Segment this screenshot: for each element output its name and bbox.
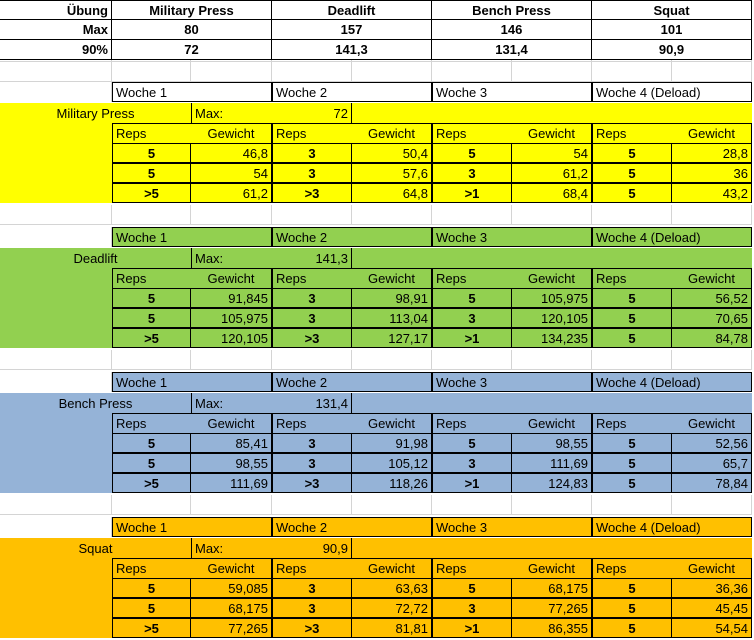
reps-header[interactable]: Reps — [592, 123, 672, 143]
weight-header[interactable]: Gewicht — [512, 413, 592, 433]
weight-cell[interactable]: 45,45 — [672, 598, 752, 618]
weight-header[interactable]: Gewicht — [191, 268, 272, 288]
reps-header[interactable]: Reps — [592, 413, 672, 433]
block-left-fill — [0, 268, 112, 348]
header-max-1[interactable]: 157 — [272, 20, 432, 40]
empty-cell — [432, 350, 512, 370]
empty-cell — [512, 350, 592, 370]
week-header-4[interactable]: Woche 4 (Deload) — [592, 517, 752, 537]
reps-cell[interactable]: >3 — [272, 618, 352, 638]
reps-cell[interactable]: >1 — [432, 473, 512, 493]
reps-cell[interactable]: 5 — [112, 143, 191, 163]
max-value[interactable]: 90,9 — [272, 538, 352, 558]
empty-cell — [191, 350, 272, 370]
week-header-3[interactable]: Woche 3 — [432, 82, 592, 102]
empty-cell — [432, 205, 512, 225]
weight-cell[interactable]: 46,8 — [191, 143, 272, 163]
reps-header[interactable]: Reps — [272, 123, 352, 143]
week-header-4[interactable]: Woche 4 (Deload) — [592, 227, 752, 247]
reps-header[interactable]: Reps — [432, 413, 512, 433]
reps-cell[interactable]: >3 — [272, 328, 352, 348]
header-label-1[interactable]: Max — [0, 20, 112, 40]
weight-cell[interactable]: 105,975 — [191, 308, 272, 328]
empty-cell — [592, 62, 672, 82]
weight-cell[interactable]: 111,69 — [191, 473, 272, 493]
weight-cell[interactable]: 127,17 — [352, 328, 432, 348]
reps-cell[interactable]: 5 — [592, 453, 672, 473]
reps-cell[interactable]: >5 — [112, 328, 191, 348]
reps-cell[interactable]: 5 — [592, 308, 672, 328]
empty-cell — [0, 372, 112, 392]
weight-cell[interactable]: 57,6 — [352, 163, 432, 183]
reps-cell[interactable]: 5 — [432, 288, 512, 308]
reps-cell[interactable]: 3 — [272, 433, 352, 453]
reps-cell[interactable]: 3 — [272, 288, 352, 308]
weight-cell[interactable]: 64,8 — [352, 183, 432, 203]
reps-cell[interactable]: 3 — [432, 453, 512, 473]
reps-cell[interactable]: 3 — [272, 143, 352, 163]
reps-cell[interactable]: 5 — [592, 578, 672, 598]
max-label[interactable]: Max: — [191, 103, 272, 123]
week-header-2[interactable]: Woche 2 — [272, 227, 432, 247]
header-pct90-0[interactable]: 72 — [112, 40, 272, 60]
reps-cell[interactable]: 3 — [272, 453, 352, 473]
weight-cell[interactable]: 86,355 — [512, 618, 592, 638]
weight-header[interactable]: Gewicht — [672, 123, 752, 143]
empty-cell — [0, 62, 112, 82]
weight-cell[interactable]: 50,4 — [352, 143, 432, 163]
weight-cell[interactable]: 68,175 — [512, 578, 592, 598]
empty-cell — [512, 205, 592, 225]
week-header-1[interactable]: Woche 1 — [112, 82, 272, 102]
week-header-1[interactable]: Woche 1 — [112, 372, 272, 392]
reps-cell[interactable]: 5 — [112, 598, 191, 618]
weight-cell[interactable]: 43,2 — [672, 183, 752, 203]
weight-cell[interactable]: 61,2 — [191, 183, 272, 203]
header-exercises-0[interactable]: Military Press — [112, 0, 272, 20]
weight-cell[interactable]: 91,98 — [352, 433, 432, 453]
header-max-0[interactable]: 80 — [112, 20, 272, 40]
week-header-1[interactable]: Woche 1 — [112, 227, 272, 247]
weight-header[interactable]: Gewicht — [191, 558, 272, 578]
empty-cell — [592, 205, 672, 225]
weight-cell[interactable]: 68,4 — [512, 183, 592, 203]
reps-cell[interactable]: 5 — [432, 578, 512, 598]
header-max-2[interactable]: 146 — [432, 20, 592, 40]
empty-cell — [672, 350, 752, 370]
reps-cell[interactable]: 5 — [592, 288, 672, 308]
reps-cell[interactable]: 3 — [272, 578, 352, 598]
empty-cell — [512, 62, 592, 82]
max-label[interactable]: Max: — [191, 538, 272, 558]
weight-cell[interactable]: 63,63 — [352, 578, 432, 598]
max-label[interactable]: Max: — [191, 248, 272, 268]
header-exercises-1[interactable]: Deadlift — [272, 0, 432, 20]
weight-cell[interactable]: 84,78 — [672, 328, 752, 348]
week-header-2[interactable]: Woche 2 — [272, 517, 432, 537]
empty-cell — [272, 205, 352, 225]
weight-header[interactable]: Gewicht — [352, 268, 432, 288]
reps-header[interactable]: Reps — [432, 268, 512, 288]
empty-cell — [0, 517, 112, 537]
weight-header[interactable]: Gewicht — [352, 123, 432, 143]
week-header-4[interactable]: Woche 4 (Deload) — [592, 372, 752, 392]
weight-header[interactable]: Gewicht — [672, 268, 752, 288]
empty-cell — [0, 82, 112, 102]
weight-cell[interactable]: 105,12 — [352, 453, 432, 473]
weight-header[interactable]: Gewicht — [352, 413, 432, 433]
max-label[interactable]: Max: — [191, 393, 272, 413]
weight-cell[interactable]: 54,54 — [672, 618, 752, 638]
weight-cell[interactable]: 81,81 — [352, 618, 432, 638]
reps-cell[interactable]: 5 — [112, 163, 191, 183]
header-pct90-2[interactable]: 131,4 — [432, 40, 592, 60]
weight-cell[interactable]: 68,175 — [191, 598, 272, 618]
week-header-3[interactable]: Woche 3 — [432, 227, 592, 247]
reps-cell[interactable]: 5 — [112, 578, 191, 598]
empty-cell — [432, 495, 512, 515]
weight-header[interactable]: Gewicht — [512, 268, 592, 288]
reps-header[interactable]: Reps — [112, 558, 191, 578]
reps-cell[interactable]: 3 — [432, 598, 512, 618]
weight-cell[interactable]: 124,83 — [512, 473, 592, 493]
weight-cell[interactable]: 36,36 — [672, 578, 752, 598]
week-header-3[interactable]: Woche 3 — [432, 517, 592, 537]
weight-cell[interactable]: 98,91 — [352, 288, 432, 308]
reps-header[interactable]: Reps — [432, 123, 512, 143]
weight-cell[interactable]: 134,235 — [512, 328, 592, 348]
block-left-fill — [0, 558, 112, 638]
reps-cell[interactable]: 5 — [592, 598, 672, 618]
empty-cell — [512, 495, 592, 515]
empty-cell — [0, 350, 112, 370]
week-header-2[interactable]: Woche 2 — [272, 372, 432, 392]
reps-cell[interactable]: 5 — [432, 433, 512, 453]
weight-cell[interactable]: 120,105 — [191, 328, 272, 348]
reps-cell[interactable]: 5 — [592, 618, 672, 638]
week-header-3[interactable]: Woche 3 — [432, 372, 592, 392]
empty-cell — [272, 350, 352, 370]
header-exercises-3[interactable]: Squat — [592, 0, 752, 20]
header-label-2[interactable]: 90% — [0, 40, 112, 60]
weight-cell[interactable]: 78,84 — [672, 473, 752, 493]
reps-cell[interactable]: >1 — [432, 618, 512, 638]
weight-cell[interactable]: 91,845 — [191, 288, 272, 308]
reps-cell[interactable]: 3 — [432, 163, 512, 183]
max-value[interactable]: 131,4 — [272, 393, 352, 413]
weight-cell[interactable]: 72,72 — [352, 598, 432, 618]
reps-header[interactable]: Reps — [272, 558, 352, 578]
weight-cell[interactable]: 120,105 — [512, 308, 592, 328]
reps-cell[interactable]: 5 — [112, 433, 191, 453]
empty-cell — [592, 495, 672, 515]
reps-header[interactable]: Reps — [432, 558, 512, 578]
reps-cell[interactable]: 3 — [272, 163, 352, 183]
weight-cell[interactable]: 98,55 — [191, 453, 272, 473]
weight-cell[interactable]: 54 — [512, 143, 592, 163]
weight-cell[interactable]: 59,085 — [191, 578, 272, 598]
reps-cell[interactable]: >5 — [112, 473, 191, 493]
empty-cell — [112, 62, 191, 82]
week-header-2[interactable]: Woche 2 — [272, 82, 432, 102]
empty-cell — [352, 350, 432, 370]
weight-cell[interactable]: 105,975 — [512, 288, 592, 308]
max-value[interactable]: 72 — [272, 103, 352, 123]
reps-cell[interactable]: >1 — [432, 183, 512, 203]
reps-cell[interactable]: >3 — [272, 183, 352, 203]
weight-cell[interactable]: 77,265 — [512, 598, 592, 618]
weight-cell[interactable]: 98,55 — [512, 433, 592, 453]
empty-cell — [191, 495, 272, 515]
weight-header[interactable]: Gewicht — [191, 123, 272, 143]
reps-cell[interactable]: 5 — [592, 183, 672, 203]
empty-cell — [352, 495, 432, 515]
empty-cell — [0, 227, 112, 247]
header-max-3[interactable]: 101 — [592, 20, 752, 40]
reps-cell[interactable]: >5 — [112, 618, 191, 638]
block-left-fill — [0, 413, 112, 493]
reps-cell[interactable]: >3 — [272, 473, 352, 493]
empty-cell — [592, 350, 672, 370]
reps-cell[interactable]: 5 — [592, 163, 672, 183]
empty-cell — [352, 205, 432, 225]
empty-cell — [672, 495, 752, 515]
exercise-name[interactable]: Deadlift — [0, 248, 191, 268]
weight-header[interactable]: Gewicht — [191, 413, 272, 433]
reps-header[interactable]: Reps — [592, 268, 672, 288]
weight-cell[interactable]: 56,52 — [672, 288, 752, 308]
empty-cell — [191, 62, 272, 82]
header-pct90-3[interactable]: 90,9 — [592, 40, 752, 60]
reps-header[interactable]: Reps — [112, 268, 191, 288]
header-label-0[interactable]: Übung — [0, 0, 112, 20]
empty-cell — [672, 62, 752, 82]
empty-cell — [112, 350, 191, 370]
reps-cell[interactable]: >1 — [432, 328, 512, 348]
reps-header[interactable]: Reps — [272, 268, 352, 288]
empty-cell — [112, 205, 191, 225]
reps-cell[interactable]: 5 — [592, 433, 672, 453]
reps-cell[interactable]: 5 — [592, 328, 672, 348]
weight-cell[interactable]: 54 — [191, 163, 272, 183]
empty-cell — [432, 62, 512, 82]
reps-cell[interactable]: 5 — [592, 143, 672, 163]
reps-cell[interactable]: 3 — [272, 308, 352, 328]
weight-header[interactable]: Gewicht — [672, 558, 752, 578]
weight-cell[interactable]: 28,8 — [672, 143, 752, 163]
empty-cell — [352, 62, 432, 82]
exercise-name[interactable]: Military Press — [0, 103, 191, 123]
reps-cell[interactable]: 5 — [432, 143, 512, 163]
empty-cell — [0, 495, 112, 515]
weight-header[interactable]: Gewicht — [512, 123, 592, 143]
weight-cell[interactable]: 65,7 — [672, 453, 752, 473]
empty-cell — [191, 205, 272, 225]
weight-cell[interactable]: 85,41 — [191, 433, 272, 453]
reps-cell[interactable]: 5 — [112, 453, 191, 473]
week-header-4[interactable]: Woche 4 (Deload) — [592, 82, 752, 102]
weight-cell[interactable]: 61,2 — [512, 163, 592, 183]
reps-cell[interactable]: >5 — [112, 183, 191, 203]
weight-cell[interactable]: 36 — [672, 163, 752, 183]
weight-header[interactable]: Gewicht — [512, 558, 592, 578]
reps-cell[interactable]: 3 — [272, 598, 352, 618]
weight-header[interactable]: Gewicht — [672, 413, 752, 433]
exercise-name[interactable]: Bench Press — [0, 393, 191, 413]
reps-cell[interactable]: 5 — [112, 308, 191, 328]
exercise-name[interactable]: Squat — [0, 538, 191, 558]
weight-cell[interactable]: 70,65 — [672, 308, 752, 328]
empty-cell — [272, 62, 352, 82]
reps-header[interactable]: Reps — [272, 413, 352, 433]
empty-cell — [272, 495, 352, 515]
block-left-fill — [0, 123, 112, 203]
week-header-1[interactable]: Woche 1 — [112, 517, 272, 537]
header-pct90-1[interactable]: 141,3 — [272, 40, 432, 60]
reps-header[interactable]: Reps — [592, 558, 672, 578]
reps-header[interactable]: Reps — [112, 413, 191, 433]
empty-cell — [112, 495, 191, 515]
reps-cell[interactable]: 5 — [592, 473, 672, 493]
weight-cell[interactable]: 52,56 — [672, 433, 752, 453]
max-value[interactable]: 141,3 — [272, 248, 352, 268]
weight-cell[interactable]: 113,04 — [352, 308, 432, 328]
weight-header[interactable]: Gewicht — [352, 558, 432, 578]
reps-header[interactable]: Reps — [112, 123, 191, 143]
weight-cell[interactable]: 77,265 — [191, 618, 272, 638]
weight-cell[interactable]: 111,69 — [512, 453, 592, 473]
reps-cell[interactable]: 5 — [112, 288, 191, 308]
weight-cell[interactable]: 118,26 — [352, 473, 432, 493]
reps-cell[interactable]: 3 — [432, 308, 512, 328]
empty-cell — [672, 205, 752, 225]
header-exercises-2[interactable]: Bench Press — [432, 0, 592, 20]
empty-cell — [0, 205, 112, 225]
